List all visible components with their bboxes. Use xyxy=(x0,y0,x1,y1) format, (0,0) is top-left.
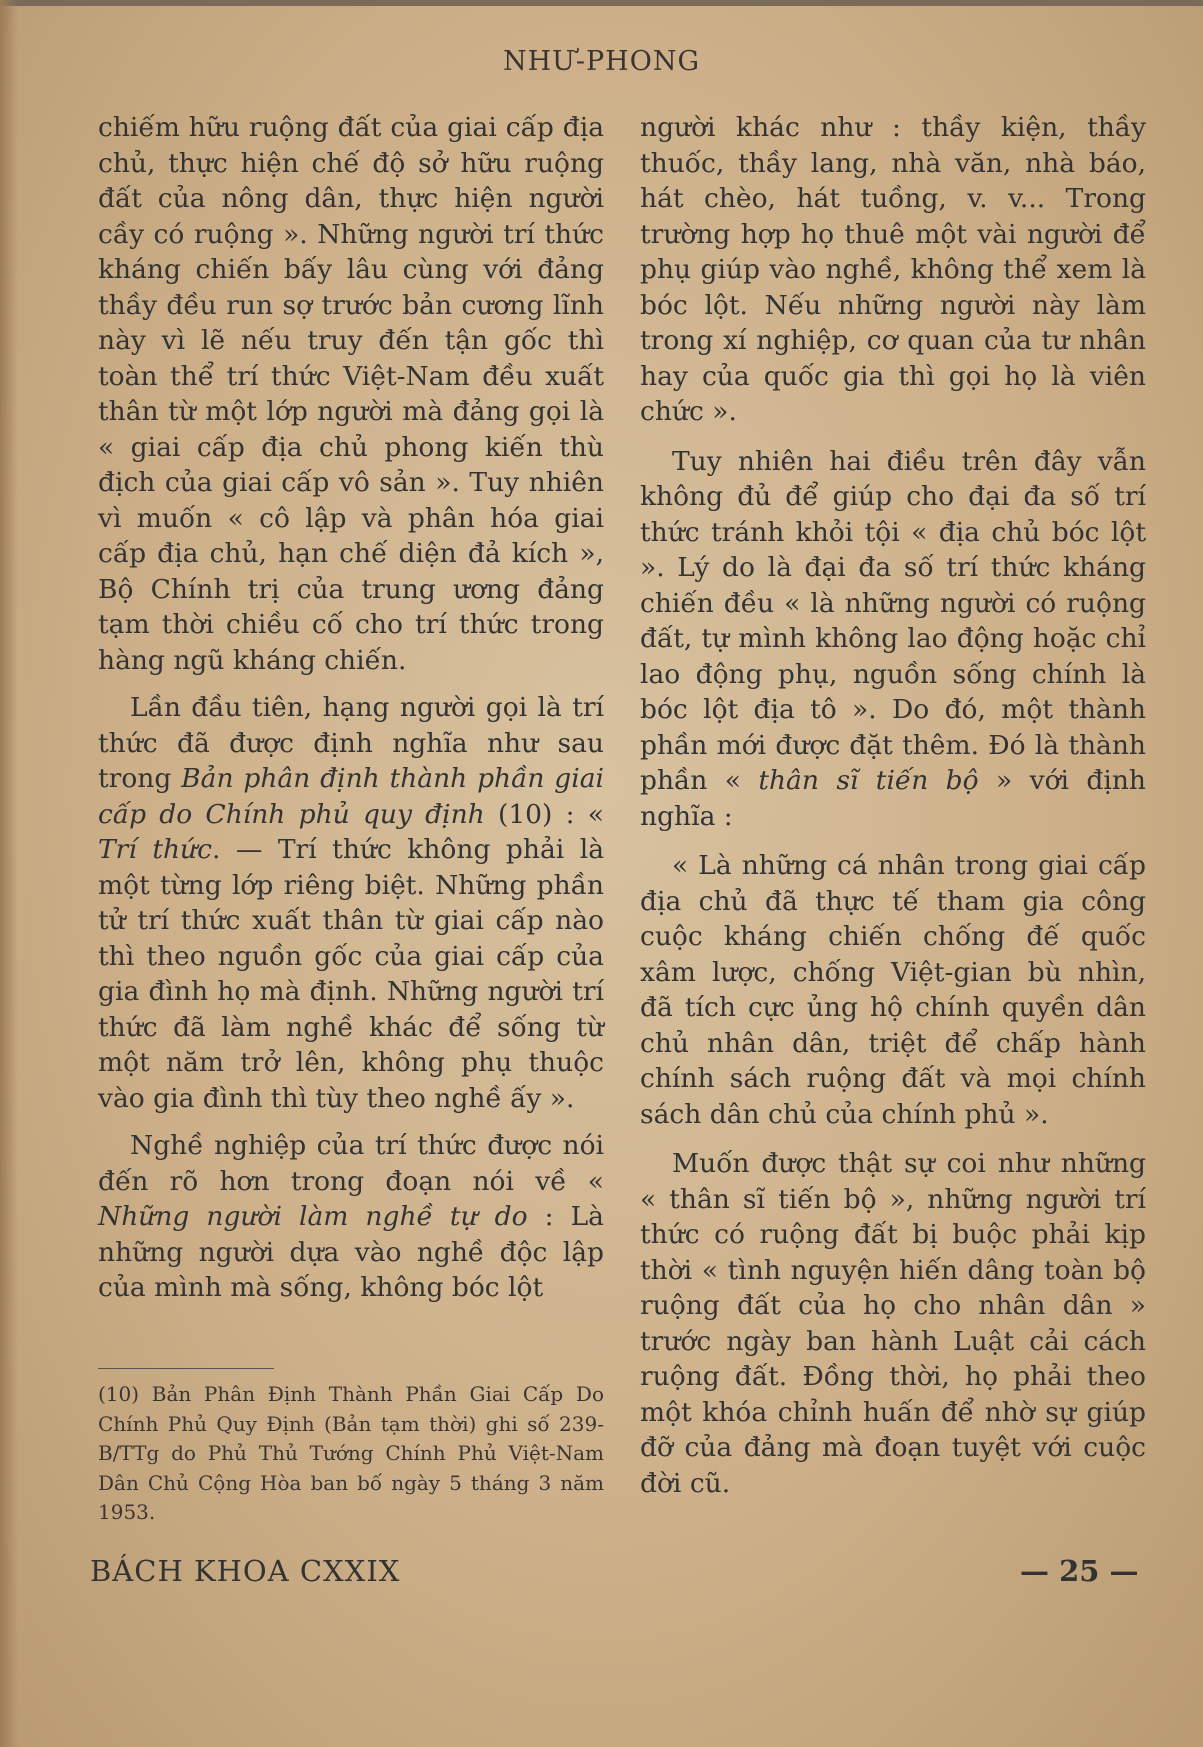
left-column xyxy=(98,110,604,1306)
publication-footer: BÁCH KHOA CXXIX xyxy=(90,1554,401,1588)
left-p2-italic-term: Trí thức xyxy=(98,834,212,865)
right-p2-italic-term: thân sĩ tiến bộ xyxy=(758,765,979,796)
footnote: (10) Bản Phân Định Thành Phần Giai Cấp Do Chính Phủ Quy Định (Bản tạm thời) ghi số 239-B/TTg do Phủ Thủ Tướng Chính Phủ Việt-Nam Dân Chủ Cộng Hòa ban bố ngày 5 tháng 3 năm 1953. xyxy=(98,1382,604,1524)
right-p2-text-b: » với định nghĩa : xyxy=(640,765,1146,832)
right-paragraph-2 xyxy=(640,444,1146,835)
page-left-edge xyxy=(0,0,18,1747)
running-header: NHƯ-PHONG xyxy=(502,46,701,77)
right-paragraph-3: « Là những cá nhân trong giai cấp địa chủ đã thực tế tham gia công cuộc kháng chiến chống đế quốc xâm lược, chống Việt-gian bù nhìn, đã tích cực ủng hộ chính quyền dân chủ nhân dân, triệt để chấp hành chính sách ruộng đất và mọi chính sách dân chủ của chính phủ ». xyxy=(640,850,1146,1130)
right-paragraph-4: Muốn được thật sự coi như những « thân sĩ tiến bộ », những người trí thức có ruộng đất bị buộc phải kịp thời « tình nguyện hiến dâng toàn bộ ruộng đất của họ cho nhân dân » trước ngày ban hành Luật cải cách ruộng đất. Đồng thời, họ phải theo một khóa chỉnh huấn để nhờ sự giúp đỡ của đảng mà đoạn tuyệt với cuộc đời cũ. xyxy=(640,1148,1146,1499)
left-p2-italic-title: Bản phân định thành phần giai cấp do Chính phủ quy định xyxy=(98,763,604,830)
left-paragraph-1: chiếm hữu ruộng đất của giai cấp địa chủ, thực hiện chế độ sở hữu ruộng đất của nông dân, thực hiện người cầy có ruộng ». Những người trí thức kháng chiến bấy lâu cùng với đảng thầy đều run sợ trước bản cương lĩnh này vì lẽ nếu truy đến tận gốc thì toàn thể trí thức Việt-Nam đều xuất thân từ một lớp người mà đảng gọi là « giai cấp địa chủ phong kiến thù địch của giai cấp vô sản ». Tuy nhiên vì muốn « cô lập và phân hóa giai cấp địa chủ, hạn chế diện đả kích », Bộ Chính trị của trung ương đảng tạm thời chiều cố cho trí thức trong hàng ngũ kháng chiến. xyxy=(98,112,604,676)
footnote-divider xyxy=(98,1368,274,1369)
right-column xyxy=(640,110,1146,1501)
page-top-edge xyxy=(0,0,1203,6)
left-p3-text-a: Nghề nghiệp của trí thức được nói đến rõ hơn trong đoạn nói về « xyxy=(98,1130,604,1197)
left-paragraph-2 xyxy=(98,690,604,1116)
left-p3-italic-term: Những người làm nghề tự do xyxy=(98,1201,528,1232)
left-p3-text-b: : Là những người dựa vào nghề độc lập của mình mà sống, không bóc lột xyxy=(98,1201,604,1303)
left-p2-text-b: (10) : « xyxy=(484,798,604,830)
left-p2-text-c: . — Trí thức không phải là một từng lớp riêng biệt. Những phần tử trí thức xuất thân từ giai cấp nào thì theo nguồn gốc của giai cấp của gia đình họ mà định. Những người trí thức đã làm nghề khác để sống từ một năm trở lên, không phụ thuộc vào gia đình thì tùy theo nghề ấy ». xyxy=(98,834,604,1114)
right-paragraph-1: người khác như : thầy kiện, thầy thuốc, thầy lang, nhà văn, nhà báo, hát chèo, hát tuồng, v. v... Trong trường hợp họ thuê một vài người để phụ giúp vào nghề, không thể xem là bóc lột. Nếu những người này làm trong xí nghiệp, cơ quan của tư nhân hay của quốc gia thì gọi họ là viên chức ». xyxy=(640,112,1146,427)
left-paragraph-3 xyxy=(98,1128,604,1306)
right-p2-text-a: Tuy nhiên hai điều trên đây vẫn không đủ để giúp cho đại đa số trí thức tránh khỏi tội « địa chủ bóc lột ». Lý do là đại đa số trí thức kháng chiến đều « là những người có ruộng đất, tự mình không lao động hoặc chỉ lao động phụ, nguồn sống chính là bóc lột địa tô ». Do đó, một thành phần mới được đặt thêm. Đó là thành phần « xyxy=(640,445,1146,796)
page-number: — 25 — xyxy=(1020,1554,1139,1588)
left-p2-text-a: Lần đầu tiên, hạng người gọi là trí thức đã được định nghĩa như sau trong xyxy=(98,692,604,794)
